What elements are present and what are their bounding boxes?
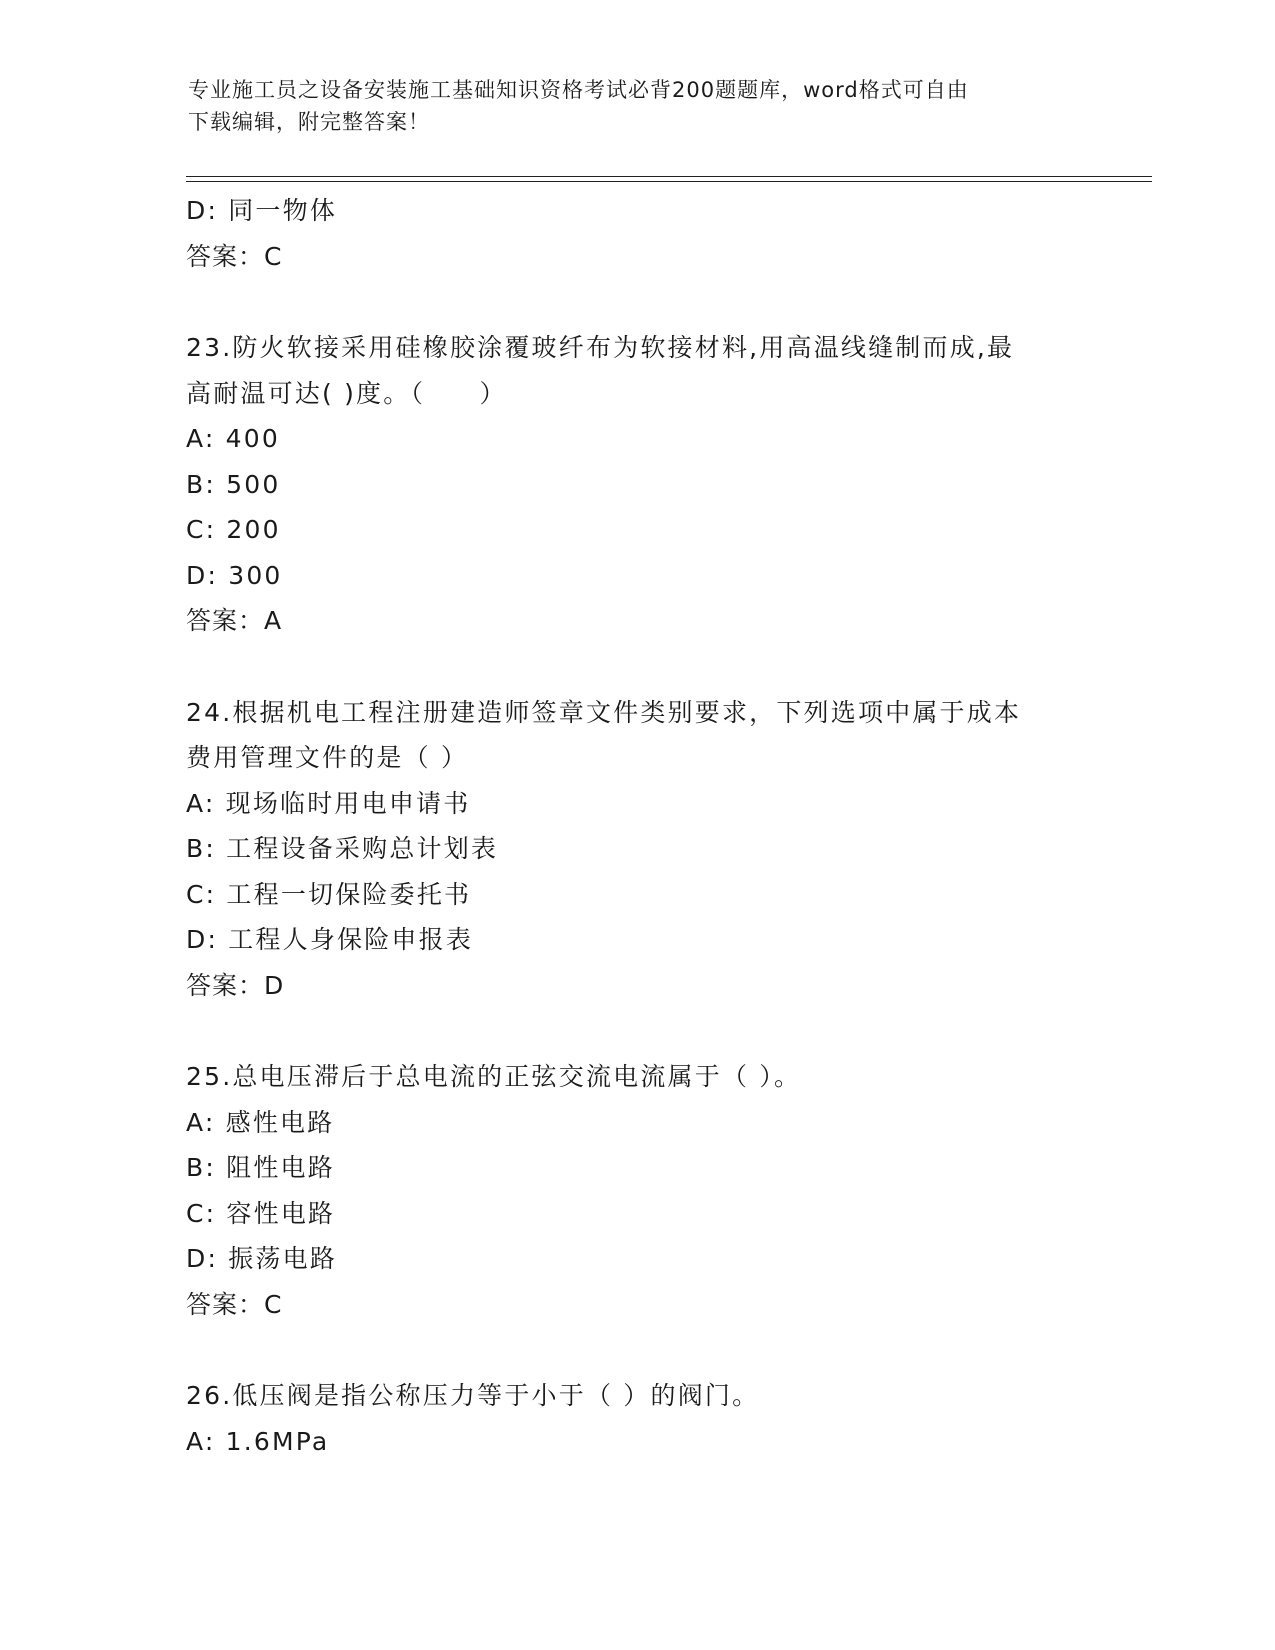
- spacer: [186, 1327, 1086, 1373]
- option-a: A: 400: [186, 424, 280, 453]
- option-b: B: 工程设备采购总计划表: [186, 834, 499, 863]
- answer-line: 答案：D: [186, 970, 285, 1000]
- option-d: D: 同一物体: [186, 196, 338, 225]
- option-b: B: 500: [186, 469, 281, 499]
- question-stem-line-1: 24.根据机电工程注册建造师签章文件类别要求，下列选项中属于成本: [186, 697, 1022, 727]
- question-stem-line-1: 23.防火软接采用硅橡胶涂覆玻纤布为软接材料,用高温线缝制而成,最: [186, 333, 1015, 362]
- question-stem-line-1: 25.总电压滞后于总电流的正弦交流电流属于（ ）。: [186, 1062, 802, 1091]
- option-d: D: 工程人身保险申报表: [186, 925, 474, 954]
- spacer: [186, 1008, 1086, 1054]
- answer-line: 答案：A: [186, 606, 283, 635]
- option-a: A: 1.6MPa: [186, 1426, 330, 1456]
- question-stem-line-1: 26.低压阀是指公称压力等于小于（ ）的阀门。: [186, 1381, 760, 1410]
- question-stem-line-2: 费用管理文件的是（ ）: [186, 743, 469, 772]
- header-line-2: 下载编辑，附完整答案！: [188, 110, 430, 134]
- option-c: C: 容性电路: [186, 1198, 336, 1228]
- question-25: [186, 1054, 1086, 1327]
- header-line-1: 专业施工员之设备安装施工基础知识资格考试必背200题题库，word格式可自由: [188, 78, 969, 102]
- option-a: A: 现场临时用电申请书: [186, 788, 471, 818]
- option-d: D: 振荡电路: [186, 1244, 338, 1273]
- header-divider-top: [186, 176, 1152, 177]
- answer-line: 答案：C: [186, 1289, 283, 1319]
- option-a: A: 感性电路: [186, 1107, 335, 1137]
- question-24: [186, 690, 1086, 1009]
- header-divider-bottom: [186, 181, 1152, 182]
- option-b: B: 阻性电路: [186, 1153, 335, 1182]
- option-d: D: 300: [186, 560, 283, 590]
- question-22-tail: [186, 188, 1086, 279]
- option-c: C: 200: [186, 515, 281, 544]
- question-list: [186, 188, 1086, 1464]
- document-header: [188, 74, 1088, 138]
- spacer: [186, 644, 1086, 690]
- spacer: [186, 279, 1086, 325]
- answer-line: 答案：C: [186, 241, 283, 271]
- question-23: [186, 325, 1086, 644]
- question-stem-line-2: 高耐温可达( )度。（ ）: [186, 378, 507, 408]
- question-26: [186, 1373, 1086, 1464]
- option-c: C: 工程一切保险委托书: [186, 879, 472, 909]
